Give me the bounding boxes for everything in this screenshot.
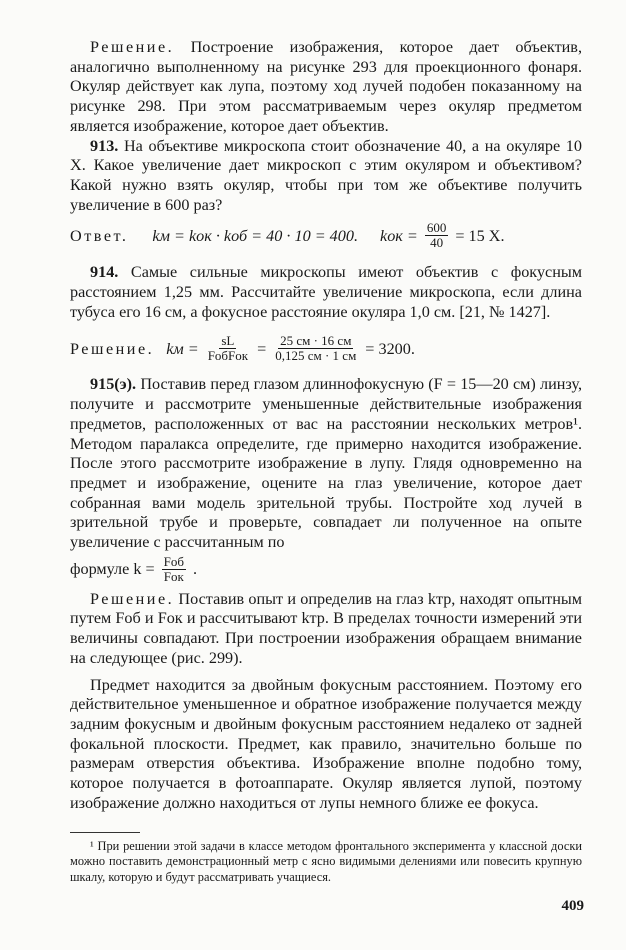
problem-915 [70, 375, 582, 552]
solution-text: Поставив опыт и определив на глаз kтр, находят опытным путем Fоб и Fок и рассчитывают kтр. В пределах точности измерений эти величины совпадают. При построении изображения обращаем внимание на следующее (рис. 299). [70, 589, 582, 667]
solution-label: Решение. [90, 38, 175, 56]
solution-914: Решение. kм = $\frac{sL}{\text{FобFок}}$ = $\frac{25 см \cdot 16 см}{0,125 см \cdot 1 см}$ = 3200. [70, 333, 415, 364]
problem-914 [70, 263, 582, 322]
formula-end: . [193, 560, 198, 579]
fraction-1 [206, 334, 250, 363]
fraction-num: 25 см · 16 см [280, 333, 352, 349]
solution-label: Решение. [70, 339, 155, 358]
footnote-divider [70, 832, 140, 833]
paragraph-last: Предмет находится за двойным фокусным расстоянием. Поэтому его действительное уменьшенное и обратное изображение получается между задним фокусным и двойным фокусным расстоянием недалеко от задней фокальной плоскости. Предмет, как правило, значительно больше по размерам отверстия объектива. Изображение вполне подобно тому, которое получается в фотоаппарате. Окуляр является лупой, поэтому изображение должно находиться от лупы немного ближе ее фокуса. [70, 675, 582, 812]
answer-913 [70, 221, 582, 250]
problem-913 [70, 137, 582, 216]
solution-915 [70, 590, 582, 669]
solution-result: = 3200. [365, 339, 415, 358]
problem-number: 913. [90, 136, 119, 155]
problem-text: На объективе микроскопа стоит обозначение 40, а на окуляре 10 Х. Какое увеличение дает микроскоп с этим окуляром и объективом? Какой нужно взять окуляр, чтобы при том же объективе получить увеличение в 600 раз? [70, 136, 582, 214]
problem-number: 915(э). [90, 375, 137, 394]
footnote: ¹ При решении этой задачи в классе методом фронтального эксперимента у классной доски можно поставить демонстрационный метр с ясно видимыми делениями или повесить крупную шкалу, которую и будут рассматривать учащиеся. [70, 838, 582, 884]
fraction-den: FобFок [207, 348, 249, 364]
page-body [70, 38, 582, 885]
problem-text: Самые сильные микроскопы имеют объектив с фокусным расстоянием 1,25 мм. Рассчитайте увеличение микроскопа, если длина тубуса его 16 см, а фокусное расстояние окуляра 1,0 см. [21, № 1427]. [70, 263, 583, 321]
fraction-2 [273, 334, 358, 363]
problem-number: 914. [90, 263, 119, 282]
answer-label: Ответ. [70, 226, 129, 245]
fraction-den: 0,125 см · 1 см [275, 348, 357, 364]
solution-text: Построение изображения, которое дает объектив, аналогично выполненному на рисунке 293 для проекционного фонаря. Окуляр действует как лупа, поэтому ход лучей подобен показанному на рисунке 298. При этом рассматриваемым через окуляр предметом является изображение, которое дает объектив. [70, 38, 582, 135]
formula-lead: формуле k = [70, 560, 155, 579]
fraction-num: Fоб [163, 553, 184, 569]
answer-expression: kм = kок · kоб = 40 · 10 = 400. [152, 226, 359, 245]
answer-fraction [425, 221, 449, 250]
answer-k: kок = [380, 226, 418, 245]
formula-915 [70, 555, 582, 584]
fraction-den: Fок [163, 568, 184, 584]
fraction-num: 600 [426, 220, 447, 236]
formula-fraction [162, 555, 186, 584]
fraction-num: sL [221, 333, 235, 349]
answer-result: = 15 Х. [455, 226, 505, 245]
solution-k: kм = [166, 339, 199, 358]
solution-912 [70, 38, 582, 137]
page-number: 409 [561, 898, 584, 914]
problem-text: Поставив перед глазом длиннофокусную (F = 15—20 см) линзу, получите и рассмотрите уменьшенные действительные изображения предметов, расположенных от вас на расстоянии нескольких метров¹. Методом паралакса определите, где примерно находится изображение. После этого рассмотрите изображение в лупу. Глядя одновременно на предмет и изображение, оцените на глаз увеличение, которое дает собранная вами модель зрительной трубы. Постройте ход лучей в зрительной трубе и проверьте, совпадает ли полученное на опыте увеличение с рассчитанным по [70, 375, 582, 552]
fraction-den: 40 [430, 235, 444, 251]
solution-label: Решение. [90, 589, 175, 608]
